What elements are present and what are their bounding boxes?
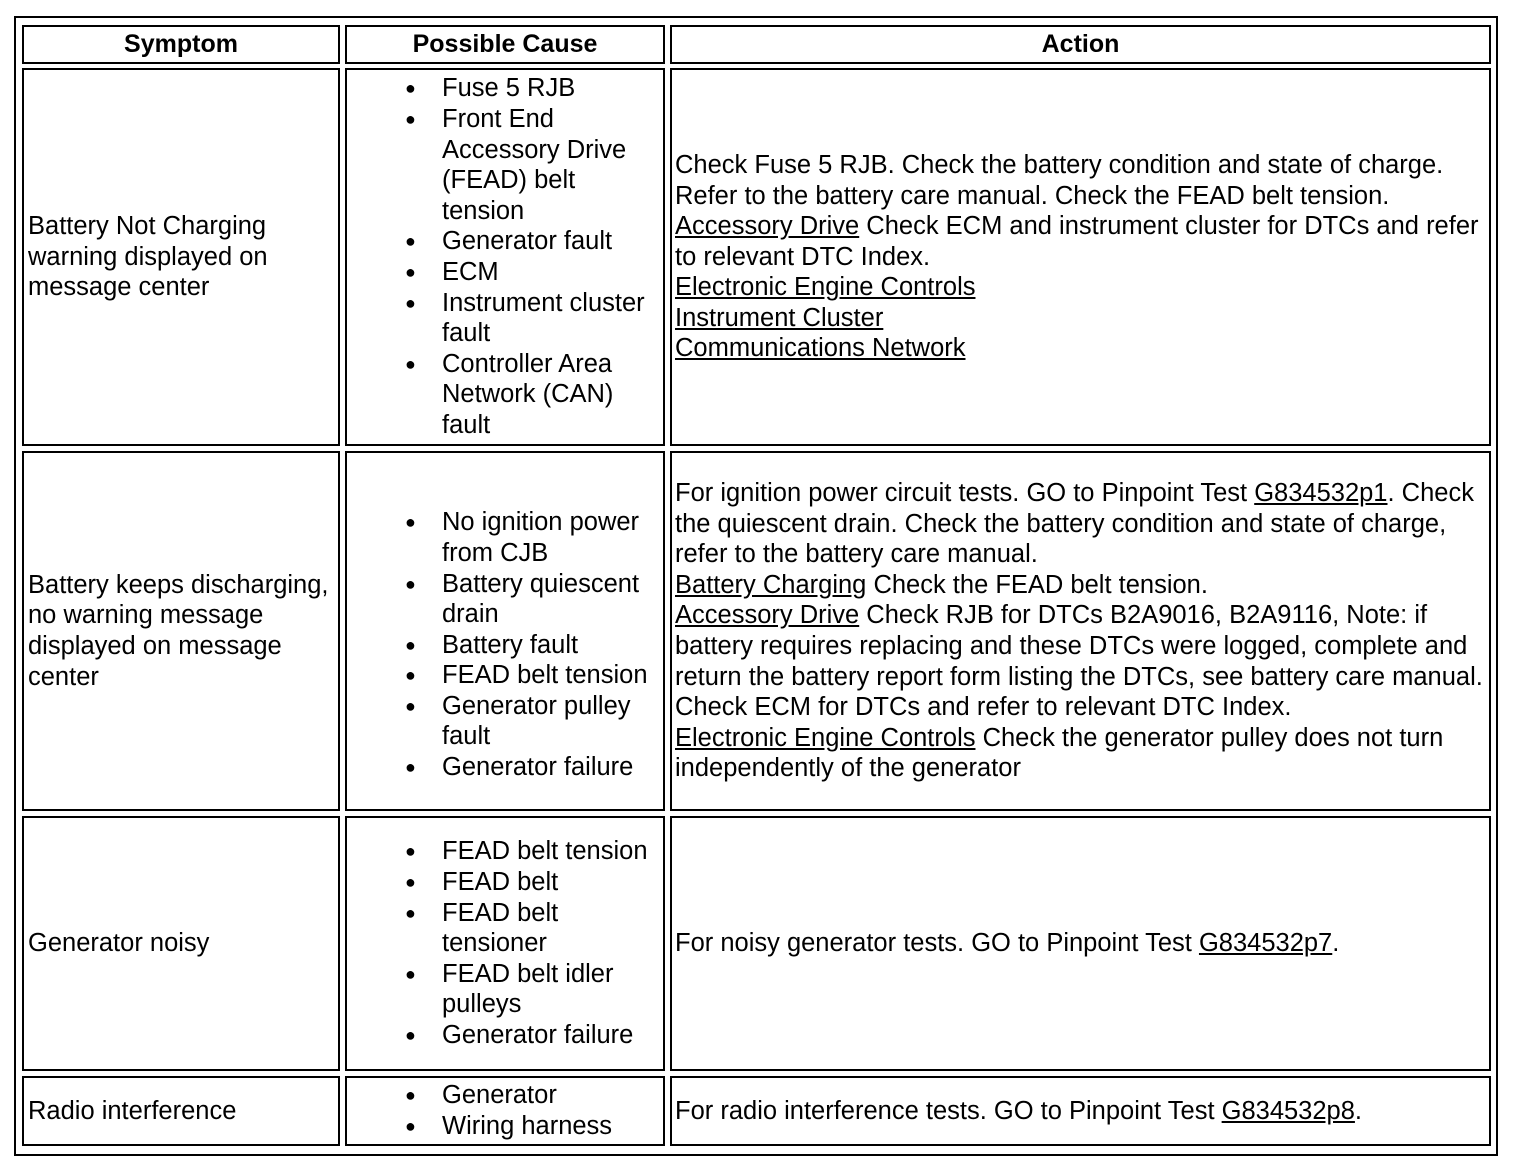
link-communications-network[interactable]: Communications Network [675, 334, 966, 363]
cause-cell [345, 68, 665, 446]
cause-item: ● No ignition power from CJB [347, 507, 663, 568]
symptom-cell [22, 68, 340, 446]
action-text [675, 478, 1485, 784]
cause-item: ● Generator failure [347, 1020, 663, 1051]
action-text-segment: . Check the quiescent drain. Check the battery condition and state of charge, refer to the battery care manual. [675, 479, 1474, 569]
cause-item: ● Fuse 5 RJB [347, 73, 663, 104]
link-electronic-engine-controls[interactable]: Electronic Engine Controls [675, 723, 976, 752]
header-cause-label: Possible Cause [412, 30, 598, 59]
action-text-segment: For noisy generator tests. GO to Pinpoint Test [675, 929, 1199, 958]
cause-item: ● FEAD belt [347, 867, 663, 898]
symptom-text: Generator noisy [28, 929, 210, 958]
action-cell [670, 1076, 1491, 1146]
action-text-segment: Check the FEAD belt tension. [866, 570, 1208, 599]
link-pinpoint-test[interactable]: G834532p1 [1254, 479, 1388, 508]
symptom-text: Battery keeps discharging, no warning message displayed on message center [28, 570, 329, 691]
link-accessory-drive[interactable]: Accessory Drive [675, 212, 860, 241]
link-battery-charging[interactable]: Battery Charging [675, 570, 867, 599]
cause-list [347, 1080, 663, 1141]
symptom-text: Battery Not Charging warning displayed on message center [28, 212, 268, 302]
action-text-segment: Check Fuse 5 RJB. Check the battery condition and state of charge. Refer to the battery care manual. Check the FEAD belt tension. [675, 150, 1444, 210]
link-accessory-drive[interactable]: Accessory Drive [675, 601, 860, 630]
symptom-cell [22, 816, 340, 1071]
symptom-cell [22, 1076, 340, 1146]
cause-item: ● Generator failure [347, 752, 663, 783]
link-pinpoint-test[interactable]: G834532p7 [1198, 929, 1333, 958]
header-cause [345, 25, 665, 64]
action-text-segment: For radio interference tests. GO to Pinpoint Test [675, 1096, 1222, 1125]
action-text [675, 150, 1485, 364]
cause-item: ● Generator fault [347, 226, 663, 257]
link-instrument-cluster[interactable]: Instrument Cluster [675, 303, 884, 332]
cause-item: ● Instrument cluster fault [347, 288, 663, 349]
action-text-segment: Check the generator pulley does not turn independently of the generator [675, 723, 1444, 783]
cause-item: ● ECM [347, 257, 663, 288]
cause-item: ● Generator pulley fault [347, 691, 663, 752]
header-symptom-label: Symptom [124, 30, 238, 59]
action-text [675, 928, 1485, 959]
cause-item: ● Wiring harness [347, 1111, 663, 1142]
cause-cell [345, 1076, 665, 1146]
cause-item: ● FEAD belt idler pulleys [347, 959, 663, 1020]
action-text [675, 1096, 1485, 1127]
cause-list [347, 73, 663, 440]
cause-item: ● Controller Area Network (CAN) fault [347, 349, 663, 441]
action-text-segment: . [1354, 1096, 1363, 1125]
cause-item: ● FEAD belt tensioner [347, 898, 663, 959]
action-text-segment: Check ECM and instrument cluster for DTCs and refer to relevant DTC Index. [675, 212, 1479, 271]
symptom-cell [22, 451, 340, 811]
cause-list [347, 479, 663, 782]
cause-item: ● Battery fault [347, 630, 663, 661]
cause-cell [345, 816, 665, 1071]
header-action [670, 25, 1491, 64]
cause-cell [345, 451, 665, 811]
header-symptom [22, 25, 340, 64]
link-electronic-engine-controls[interactable]: Electronic Engine Controls [675, 273, 976, 302]
action-text-segment: . [1332, 929, 1340, 958]
cause-item: ● FEAD belt tension [347, 836, 663, 867]
action-cell [670, 816, 1491, 1071]
header-action-label: Action [1041, 30, 1120, 59]
action-text-segment: For ignition power circuit tests. GO to Pinpoint Test [675, 479, 1255, 508]
symptom-text: Radio interference [28, 1096, 237, 1125]
cause-item: ● Battery quiescent drain [347, 569, 663, 630]
action-cell [670, 68, 1491, 446]
cause-item: ● FEAD belt tension [347, 660, 663, 691]
action-text-segment: Check RJB for DTCs B2A9016, B2A9116, Note: if battery requires replacing and these DTCs were logged, complete and return the battery report form listing the DTCs, see battery care manual. Check ECM for DTCs and refer to relevant DTC Index. [675, 601, 1483, 722]
link-pinpoint-test[interactable]: G834532p8 [1221, 1096, 1355, 1125]
cause-list [347, 836, 663, 1050]
cause-item: ● Front End Accessory Drive (FEAD) belt tension [347, 104, 663, 226]
action-cell [670, 451, 1491, 811]
cause-item: ● Generator [347, 1080, 663, 1111]
